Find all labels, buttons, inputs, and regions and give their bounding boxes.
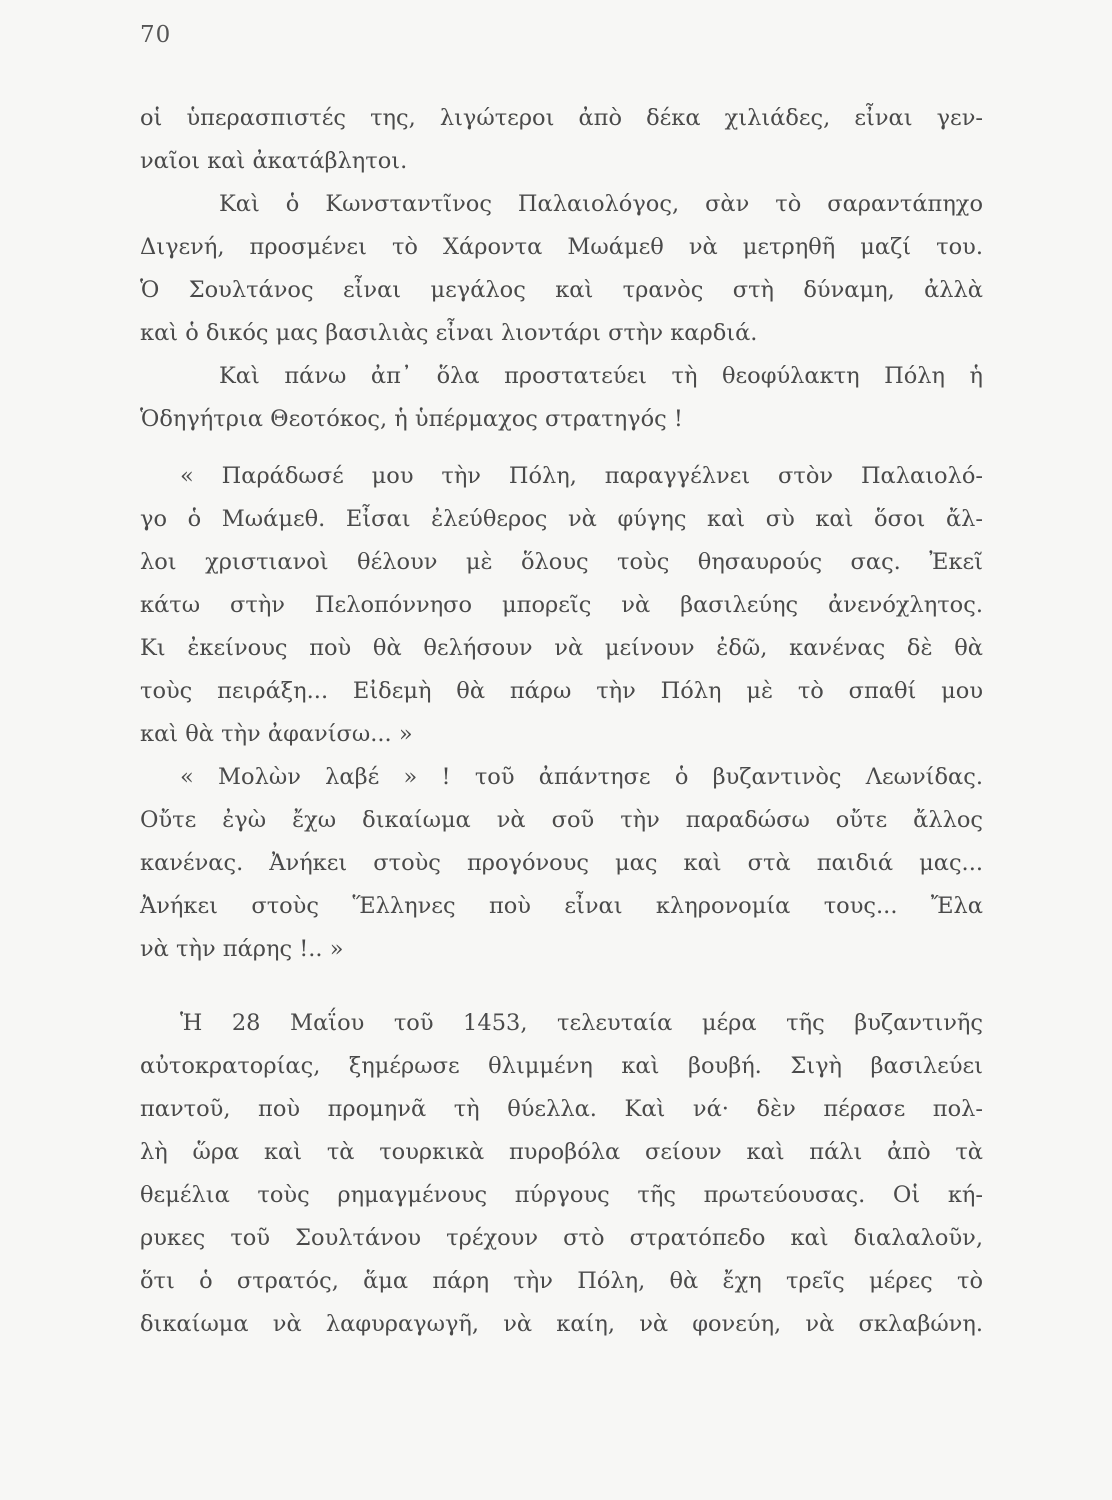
text-line: Καὶ πάνω ἀπ᾽ ὅλα προστατεύει τὴ θεοφύλακτη Πόλη ἡ [219,363,983,389]
text-line: λοι χριστιανοὶ θέλουν μὲ ὅλους τοὺς θησαυρούς σας. Ἐκεῖ [140,549,983,575]
text-line: « Μολὼν λαβέ » ! τοῦ ἀπάντησε ὁ βυζαντινὸς Λεωνίδας. [180,764,983,790]
text-line: καὶ θὰ τὴν ἀφανίσω... » [140,721,413,747]
text-line: κάτω στὴν Πελοπόννησο μπορεῖς νὰ βασιλεύης ἀνενόχλητος. [140,592,983,618]
text-line: αὐτοκρατορίας, ξημέρωσε θλιμμένη καὶ βουβή. Σιγὴ βασιλεύει [140,1053,983,1079]
text-line: Διγενή, προσμένει τὸ Χάροντα Μωάμεθ νὰ μετρηθῆ μαζί του. [140,234,983,260]
paragraph-block [140,97,983,441]
paragraph-block [140,1002,983,1346]
text-line: Οὔτε ἐγὼ ἔχω δικαίωμα νὰ σοῦ τὴν παραδώσω οὔτε ἄλλος [140,807,983,833]
text-line: καὶ ὁ δικός μας βασιλιὰς εἶναι λιοντάρι στὴν καρδιά. [140,320,758,346]
text-line: ρυκες τοῦ Σουλτάνου τρέχουν στὸ στρατόπεδο καὶ διαλαλοῦν, [140,1225,983,1251]
text-line: γο ὁ Μωάμεθ. Εἶσαι ἐλεύθερος νὰ φύγης καὶ σὺ καὶ ὅσοι ἄλ- [140,506,983,532]
text-line: νὰ τὴν πάρης !.. » [140,936,344,962]
text-line: παντοῦ, ποὺ προμηνᾶ τὴ θύελλα. Καὶ νά· δὲν πέρασε πολ- [140,1096,983,1122]
text-line: κανένας. Ἀνήκει στοὺς προγόνους μας καὶ στὰ παιδιά μας... [140,850,983,876]
text-line: ὅτι ὁ στρατός, ἅμα πάρη τὴν Πόλη, θὰ ἔχη τρεῖς μέρες τὸ [140,1268,983,1294]
text-line: Ὁ Σουλτάνος εἶναι μεγάλος καὶ τρανὸς στὴ δύναμη, ἀλλὰ [140,277,983,303]
text-line: Ὁδηγήτρια Θεοτόκος, ἡ ὑπέρμαχος στρατηγός ! [140,406,683,432]
text-line: Ἀνήκει στοὺς Ἕλληνες ποὺ εἶναι κληρονομία τους... Ἔλα [140,893,983,919]
page-number: 70 [140,22,172,48]
text-line: « Παράδωσέ μου τὴν Πόλη, παραγγέλνει στὸν Παλαιολό- [180,463,983,489]
text-line: θεμέλια τοὺς ρημαγμένους πύργους τῆς πρωτεύουσας. Οἱ κή- [140,1182,983,1208]
text-line: Κι ἐκείνους ποὺ θὰ θελήσουν νὰ μείνουν ἐδῶ, κανένας δὲ θὰ [140,635,983,661]
text-line: Ἡ 28 Μαΐου τοῦ 1453, τελευταία μέρα τῆς βυζαντινῆς [180,1010,983,1036]
text-line: δικαίωμα νὰ λαφυραγωγῆ, νὰ καίη, νὰ φονεύη, νὰ σκλαβώνη. [140,1311,983,1337]
text-line: ναῖοι καὶ ἀκατάβλητοι. [140,148,408,174]
paragraph-block [140,455,983,971]
text-line: λὴ ὥρα καὶ τὰ τουρκικὰ πυροβόλα σείουν καὶ πάλι ἀπὸ τὰ [140,1139,983,1165]
text-line: τοὺς πειράξη... Εἰδεμὴ θὰ πάρω τὴν Πόλη μὲ τὸ σπαθί μου [140,678,983,704]
text-line: Καὶ ὁ Κωνσταντῖνος Παλαιολόγος, σὰν τὸ σαραντάπηχο [219,191,983,217]
text-line: οἱ ὑπερασπιστές της, λιγώτεροι ἀπὸ δέκα χιλιάδες, εἶναι γεν- [140,105,983,131]
